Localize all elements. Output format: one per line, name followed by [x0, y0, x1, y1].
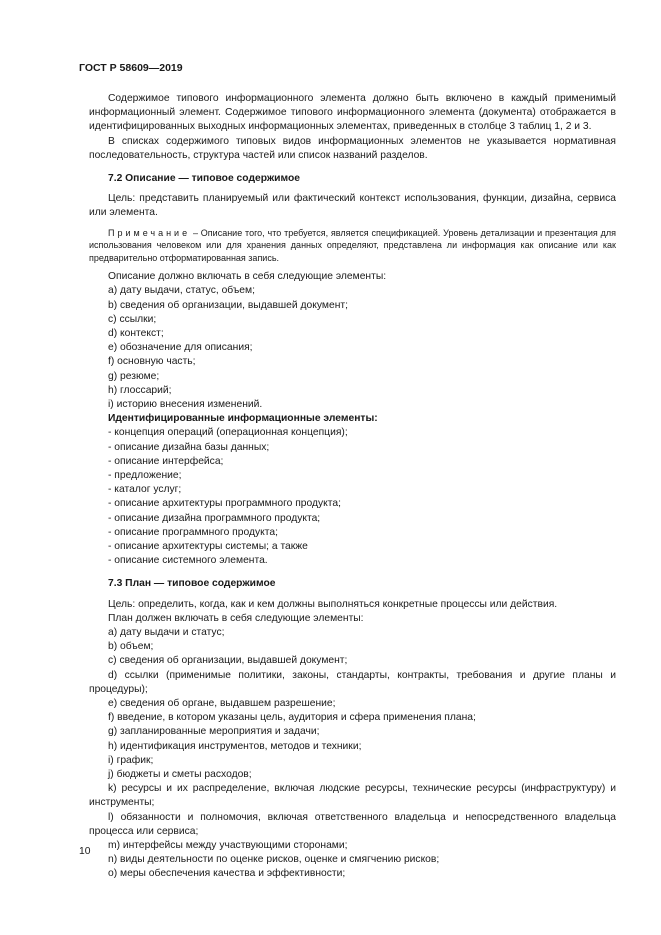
list-item: - концепция операций (операционная концепция);: [108, 427, 348, 439]
list-item: j) бюджеты и сметы расходов;: [108, 769, 252, 781]
note-label: Примечание: [108, 227, 191, 238]
list-item: o) меры обеспечения качества и эффективности;: [108, 868, 346, 880]
section-purpose: Цель: представить планируемый или фактический контекст использования, функции, дизайна, сервиса или элемента.: [89, 193, 616, 219]
list-item: - предложение;: [108, 469, 182, 481]
list-item: - описание интерфейса;: [108, 455, 224, 467]
list-item: f) введение, в котором указаны цель, аудитория и сфера применения плана;: [108, 712, 476, 724]
list-item: c) сведения об организации, выдавшей документ;: [108, 655, 348, 667]
intro-paragraph: Содержимое типового информационного элемента должно быть включено в каждый применимый информационный элемент. Содержимое типового информационного элемента (документа) отображается в идентифицированных выходных информационных элементах, приведенных в столбце 3 таблиц 1, 2 и 3.: [89, 93, 616, 133]
list-item: e) обозначение для описания;: [108, 342, 253, 354]
list-item: h) идентификация инструментов, методов и техники;: [108, 740, 362, 752]
identified-items-list: [89, 426, 616, 568]
list-item: - описание системного элемента.: [108, 555, 268, 567]
list-item: l) обязанности и полномочия, включая ответственного владельца и непосредственного владельца процесса или сервиса;: [89, 811, 616, 837]
list-item: n) виды деятельности по оценке рисков, оценке и смягчению рисков;: [108, 854, 440, 866]
list-intro: План должен включать в себя следующие элементы:: [108, 612, 364, 624]
page-number: 10: [79, 846, 91, 857]
list-item: - описание программного продукта;: [108, 526, 278, 538]
list-item: d) ссылки (применимые политики, законы, стандарты, контракты, требования и другие планы и процедуры);: [89, 669, 616, 695]
note-paragraph: [89, 227, 616, 265]
list-item: - описание дизайна программного продукта;: [108, 512, 321, 524]
document-header: ГОСТ Р 58609—2019: [79, 62, 183, 74]
list-item: i) историю внесения изменений.: [108, 398, 263, 410]
list-item: m) интерфейсы между участвующими сторонами;: [108, 840, 348, 852]
list-item: b) объем;: [108, 641, 154, 653]
list-item: g) запланированные мероприятия и задачи;: [108, 726, 320, 738]
list-item: h) глоссарий;: [108, 384, 172, 396]
list-item: k) ресурсы и их распределение, включая людские ресурсы, технические ресурсы (инфраструктуру) и инструменты;: [89, 783, 616, 809]
list-item: b) сведения об организации, выдавшей документ;: [108, 299, 348, 311]
list-item: f) основную часть;: [108, 356, 196, 368]
description-elements-list: [89, 284, 616, 412]
list-item: d) контекст;: [108, 327, 164, 339]
list-item: g) резюме;: [108, 370, 160, 382]
section-heading: 7.3 План — типовое содержимое: [108, 578, 276, 590]
list-item: a) дату выдачи, статус, объем;: [108, 285, 255, 297]
list-item: i) график;: [108, 754, 154, 766]
note-text: – Описание того, что требуется, является спецификацией. Уровень детализации и презентация для использования человеком или для хранения данных определяют, представлена ли информация как описание или как предварительно отформатированная запись.: [89, 227, 616, 263]
section-purpose: Цель: определить, когда, как и кем должны выполняться конкретные процессы или действия.: [108, 598, 558, 610]
intro-paragraph: В списках содержимого типовых видов информационных элементов не указывается нормативная последовательность, структура частей или список названий разделов.: [89, 135, 616, 161]
list-item: e) сведения об органе, выдавшем разрешение;: [108, 698, 336, 710]
list-item: - описание дизайна базы данных;: [108, 441, 270, 453]
list-item: - описание архитектуры системы; а также: [108, 540, 308, 552]
list-item: - каталог услуг;: [108, 484, 182, 496]
list-item: a) дату выдачи и статус;: [108, 627, 225, 638]
section-heading: 7.2 Описание — типовое содержимое: [108, 173, 300, 185]
plan-elements-list: [89, 626, 616, 882]
list-item: c) ссылки;: [108, 313, 157, 325]
list-intro: Описание должно включать в себя следующие элементы:: [108, 271, 387, 283]
document-body: [89, 92, 616, 882]
identified-items-heading: Идентифицированные информационные элементы:: [108, 413, 378, 425]
list-item: - описание архитектуры программного продукта;: [108, 498, 341, 510]
